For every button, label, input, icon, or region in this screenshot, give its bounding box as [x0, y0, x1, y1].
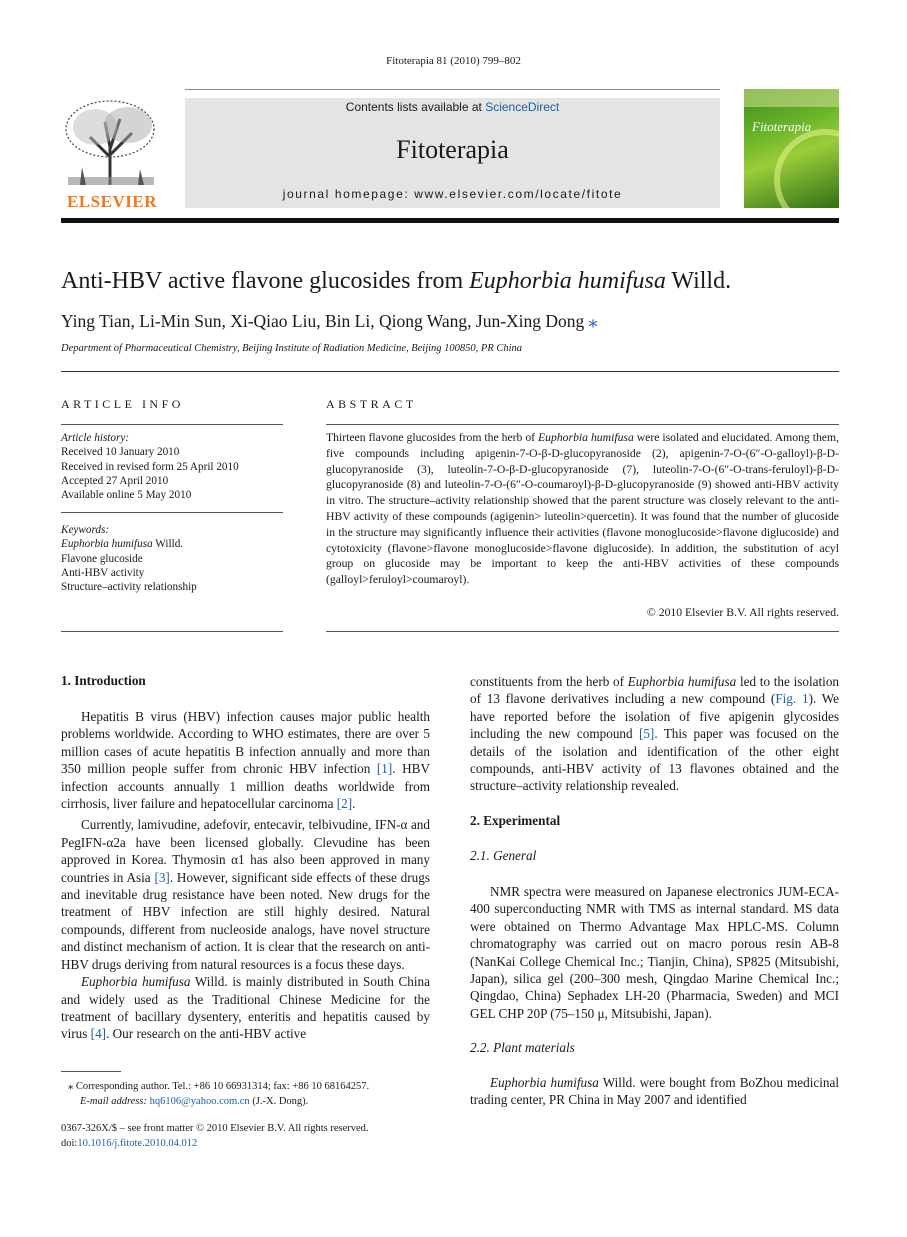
article-info-bottom-rule [61, 631, 283, 632]
text: . However, significant side effects of these drugs and inevitable drug resistance have been noted. New drugs for the treatment of HBV infection are still highly desired. Natural compounds, different from nucleoside analogs, have novel structure and distinct mechanism of action. It is clear that the research on anti-HBV drugs deriving from natural resources is a focus these days. [61, 869, 430, 972]
text: Willd. is mainly distributed in South China and widely used as the Traditional Chinese Medicine for the treatment of bacillary dysentery, enteritis and hepatitis caused by virus [61, 974, 430, 1042]
keywords-label: Keywords: [61, 524, 110, 536]
text: constituents from the herb of [470, 674, 628, 689]
abstract-part: were isolated and elucidated. Among them, five compounds including apigenin-7-O-β-D-glucopyranoside (2), apigenin-7-O-(6″-O-galloyl)-β-D-glucopyranoside (3), luteolin-7-O-β-D-glucopyranoside (7), luteolin-7-O-(6″-O-trans-feruloyl)-β-D-glucopyranoside (8) and luteolin-7-O-(6″-O-coumaroyl)-β-D-glucopyranoside (9) showed anti-HBV activity in vitro. The structure–activity relationship showed that the parent structure was closely relevant to the anti-HBV activity of these compounds (agigenin> luteolin>quercetin). It was found that the number of glucoside in the structure may significantly influence their activities (flavone monoglucoside>flavone diglucoside) and cytotoxicity (flavone>flavone monoglucoside>flavone diglucoside). In addition, the substitution of acyl group on glucoside may be important to keep the anti-HBV activities of these compounds (galloyl>feruloyl>coumaroyl). [326, 431, 839, 587]
citation-link[interactable]: [4] [90, 1026, 107, 1042]
history-accepted: Accepted 27 April 2010 [61, 474, 169, 487]
journal-cover-image [744, 89, 839, 208]
title-text: Anti-HBV active flavone glucosides from [61, 268, 470, 294]
subsection-plant-materials-heading: 2.2. Plant materials [470, 1040, 575, 1055]
cover-title: Fitoterapia [752, 119, 812, 134]
citation-link[interactable]: [1] [376, 761, 393, 777]
section-experimental-heading: 2. Experimental [470, 813, 561, 828]
text: ). We have reported before the isolation of five apigenin glycosides including the new compound [470, 691, 840, 742]
issn-line: 0367-326X/$ – see front matter © 2010 Elsevier B.V. All rights reserved. [61, 1123, 369, 1134]
species-name: Euphorbia humifusa [81, 974, 191, 990]
left-column-text [61, 708, 430, 1043]
cover-swirl [774, 129, 839, 208]
journal-reference: Fitoterapia 81 (2010) 799–802 [386, 55, 521, 67]
doi-link[interactable]: 10.1016/j.fitote.2010.04.012 [77, 1138, 198, 1149]
header-top-rule [185, 89, 720, 90]
species-name: Euphorbia humifusa [627, 674, 737, 689]
footnote-issn [61, 1121, 441, 1151]
citation-link[interactable]: [5] [638, 726, 655, 742]
authors-text: Ying Tian, Li-Min Sun, Xi-Qiao Liu, Bin Li, Qiong Wang, Jun-Xing Dong [61, 311, 585, 331]
paragraph [61, 816, 430, 973]
keywords-rule [61, 512, 283, 513]
abstract-copyright: © 2010 Elsevier B.V. All rights reserved. [646, 606, 839, 619]
homepage-url[interactable]: www.elsevier.com/locate/fitote [414, 187, 623, 201]
paragraph [61, 973, 430, 1043]
text: . Our research on the anti-HBV active [106, 1026, 307, 1042]
text: . This paper was focused on the details of the isolation and identification of the other eight compounds, anti-HBV activity of 13 flavones obtained and the structure–activity relationship revealed. [470, 726, 839, 794]
paragraph [470, 673, 839, 795]
text: led to the isolation of 13 flavone derivatives including a new compound ( [470, 674, 840, 707]
keywords [61, 523, 283, 594]
keyword-item [61, 537, 283, 551]
title-divider [61, 371, 839, 372]
history-label: Article history: [61, 432, 130, 444]
text: . HBV infection accounts annually 1 million deaths worldwide from cirrhosis, liver failure and hepatocellular carcinoma [61, 761, 431, 812]
paragraph [470, 1074, 839, 1109]
history-received: Received 10 January 2010 [61, 446, 180, 459]
article-info-rule [61, 424, 283, 425]
article-history [61, 431, 283, 502]
homepage-prefix: journal homepage: [282, 187, 415, 201]
cover-strip [744, 89, 839, 107]
email-link[interactable]: hq6106@yahoo.com.cn [149, 1096, 250, 1107]
general-paragraph [470, 883, 839, 1022]
journal-homepage [185, 187, 720, 201]
paragraph [61, 708, 430, 812]
contents-prefix: Contents lists available at [345, 100, 486, 114]
plant-materials-paragraph [470, 1074, 839, 1109]
abstract-rule [326, 424, 839, 425]
email-tail: (J.-X. Dong). [249, 1096, 309, 1107]
abstract-heading: ABSTRACT [326, 397, 417, 411]
title-species: Euphorbia humifusa [469, 268, 666, 294]
corresponding-author-mark[interactable]: ⁎ [588, 311, 598, 331]
doi-label: doi: [61, 1138, 78, 1149]
keyword-species: Euphorbia humifusa [61, 538, 153, 551]
abstract-species: Euphorbia humifusa [538, 431, 634, 444]
contents-line [185, 100, 720, 114]
citation-link[interactable]: [2] [336, 796, 353, 812]
figure-link[interactable]: Fig. 1 [775, 691, 809, 707]
keyword-species-tail: Willd. [152, 538, 184, 551]
journal-name: Fitoterapia [396, 135, 509, 164]
footnote-corresponding [68, 1079, 438, 1109]
article-info-heading: ARTICLE INFO [61, 397, 184, 411]
text: Currently, lamivudine, adefovir, entecavir, telbivudine, IFN-α and PegIFN-α2a have been licensed globally. Clevudine has been approved in Korea. Thymosin α1 has also been approved in many countries in Asia [61, 817, 430, 885]
publisher-wordmark: ELSEVIER [67, 192, 157, 211]
right-column-intro-continued [470, 673, 839, 795]
text: Hepatitis B virus (HBV) infection causes major public health problems worldwide. According to WHO estimates, there are over 5 million cases of acute hepatitis B infection annually and more than 350 million people suffer from chronic HBV infection [61, 709, 430, 777]
author-list [61, 311, 841, 332]
footnote-rule [61, 1071, 121, 1072]
history-online: Available online 5 May 2010 [61, 489, 192, 502]
footnote-contact: ⁎ Corresponding author. Tel.: +86 10 66931314; fax: +86 10 68164257. [68, 1081, 370, 1092]
keyword-item: Anti-HBV activity [61, 566, 145, 579]
section-introduction-heading: 1. Introduction [61, 673, 146, 688]
header-thick-rule [61, 218, 839, 223]
history-revised: Received in revised form 25 April 2010 [61, 460, 239, 473]
abstract-text [326, 430, 839, 588]
keyword-item: Structure–activity relationship [61, 581, 197, 594]
affiliation: Department of Pharmaceutical Chemistry, Beijing Institute of Radiation Medicine, Beijing 100850, PR China [61, 343, 523, 354]
species-name: Euphorbia humifusa [490, 1075, 599, 1090]
citation-link[interactable]: [3] [154, 869, 170, 885]
subsection-general-heading: 2.1. General [470, 848, 537, 863]
keyword-item: Flavone glucoside [61, 552, 143, 565]
title-tail: Willd. [665, 268, 732, 294]
abstract-part: Thirteen flavone glucosides from the herb of [326, 431, 539, 444]
abstract-bottom-rule [326, 631, 839, 632]
email-label: E-mail address: [80, 1096, 150, 1107]
text: Willd. were bought from BoZhou medicinal trading center, PR China in May 2007 and identified [470, 1075, 839, 1108]
paragraph: NMR spectra were measured on Japanese electronics JUM-ECA-400 superconducting NMR with TMS as internal standard. MS data were obtained on Thermo Advantage Max HPLC-MS. Column chromatography was carried out on macro porous resin AB-8 (NanKai College Chemical Inc.; Tianjin, China), SP825 (Mitsubishi, Japan), silica gel (200–300 mesh, Qingdao Marine Chemical Inc.; Qingdao, China) Sephadex LH-20 (Pharmacia, Sweden) and MCI GEL CHP 20P (75–150 μ, Mitsubishi, Japan). [470, 884, 839, 1021]
sciencedirect-link[interactable]: ScienceDirect [485, 100, 560, 114]
text: . [352, 796, 356, 812]
article-title [61, 268, 841, 295]
